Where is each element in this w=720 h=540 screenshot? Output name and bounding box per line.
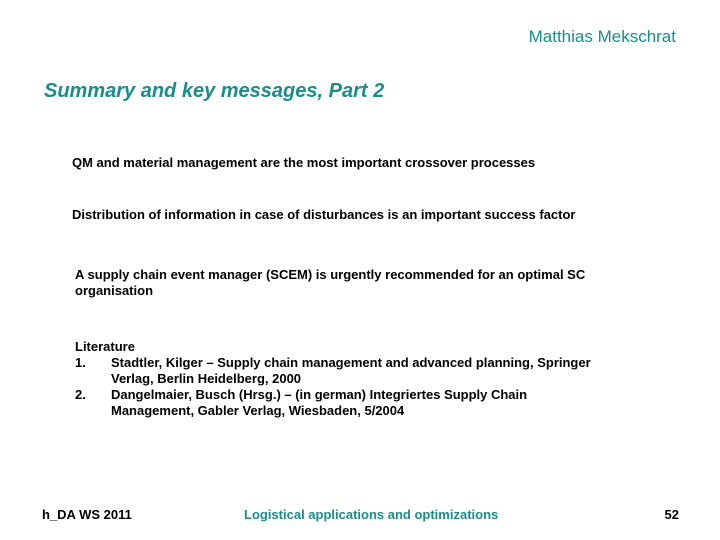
- literature-section: [75, 339, 595, 419]
- footer-course: h_DA WS 2011: [42, 507, 132, 522]
- literature-item-text: Dangelmaier, Busch (Hrsg.) – (in german) Integriertes Supply Chain Management, Gabler Verlag, Wiesbaden, 5/2004: [111, 387, 528, 418]
- key-message-1: QM and material management are the most important crossover processes: [72, 155, 536, 170]
- footer-topic: Logistical applications and optimizations: [244, 507, 499, 522]
- literature-heading: Literature: [75, 339, 135, 354]
- slide-title: Summary and key messages, Part 2: [44, 80, 385, 102]
- literature-item: [75, 355, 595, 387]
- key-message-2: Distribution of information in case of disturbances is an important success factor: [72, 207, 576, 222]
- page-number: 52: [664, 507, 679, 522]
- literature-item: [75, 387, 595, 419]
- literature-item-number: 1.: [75, 355, 86, 370]
- author-name: Matthias Mekschrat: [528, 27, 676, 46]
- key-message-3: A supply chain event manager (SCEM) is urgently recommended for an optimal SC organisation: [75, 267, 586, 298]
- literature-item-number: 2.: [75, 387, 86, 402]
- literature-item-text: Stadtler, Kilger – Supply chain management and advanced planning, Springer Verlag, Berlin Heidelberg, 2000: [111, 355, 591, 386]
